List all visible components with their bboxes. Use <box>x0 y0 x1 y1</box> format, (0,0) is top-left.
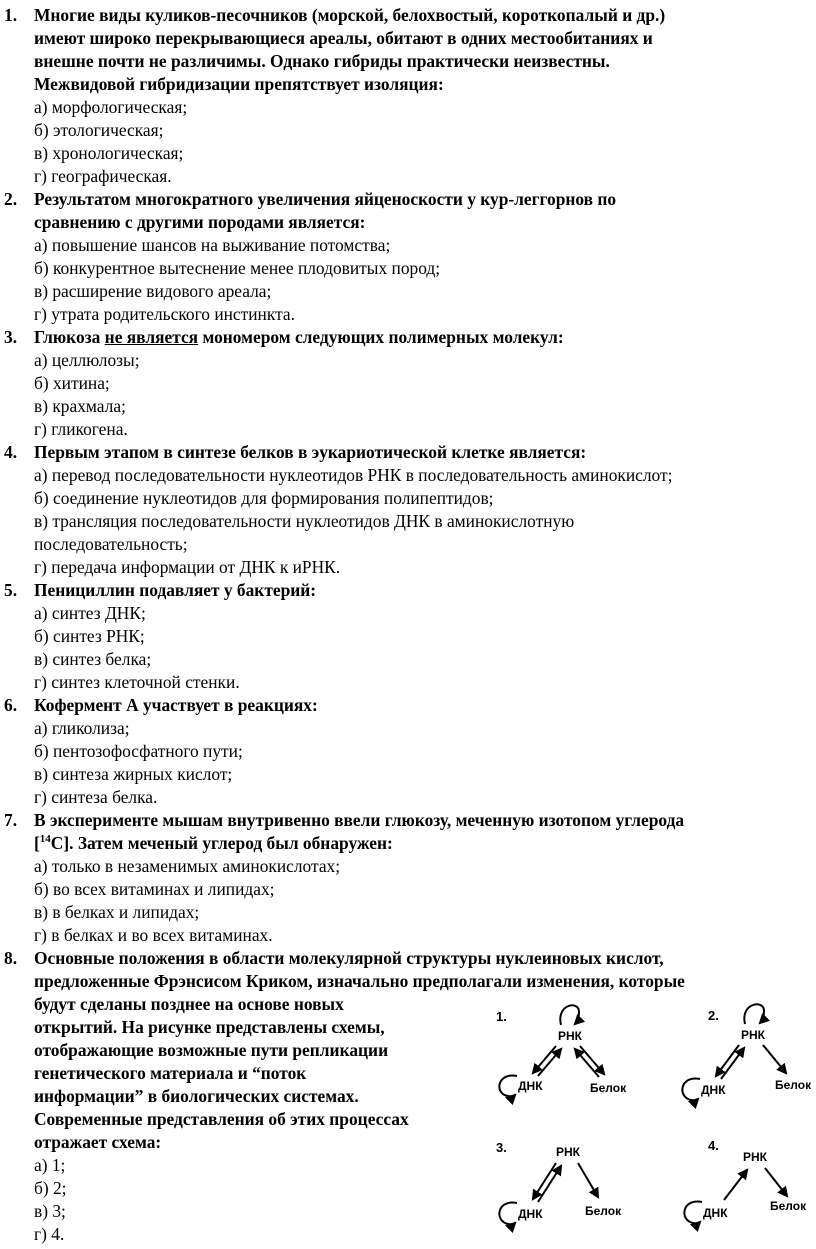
answer-option-continued: последовательность; <box>34 534 188 554</box>
scheme-label: 4. <box>708 1138 719 1153</box>
scheme-label: 3. <box>496 1140 507 1155</box>
question-stem <box>34 326 564 349</box>
answer-option: б) соединение нуклеотидов для формирования полипептидов; <box>34 488 494 508</box>
rna-to-protein-arrow <box>765 1168 787 1196</box>
stem-text: C]. Затем меченый углерод был обнаружен: <box>50 833 393 853</box>
question-stem: имеют широко перекрывающиеся ареалы, обитают в одних местообитаниях и <box>34 28 653 48</box>
answer-option: а) синтез ДНК; <box>34 603 146 623</box>
question-stem: генетического материала и “поток <box>34 1063 307 1083</box>
answer-option: а) целлюлозы; <box>34 350 140 370</box>
answer-option: в) в белках и липидах; <box>34 902 200 922</box>
protein-label: Белок <box>770 1199 807 1213</box>
answer-option: б) этологическая; <box>34 120 164 140</box>
question-stem: отражает схема: <box>34 1132 162 1152</box>
answer-option: а) повышение шансов на выживание потомства; <box>34 235 391 255</box>
answer-option: б) синтез РНК; <box>34 626 145 646</box>
question-number: 1. <box>4 5 18 25</box>
rna-to-protein-arrow <box>578 1163 598 1197</box>
question-stem: открытий. На рисунке представлены схемы, <box>34 1017 385 1037</box>
dna-self-loop-arrow <box>684 1202 702 1224</box>
scheme-1 <box>496 1005 627 1096</box>
dna-label: ДНК <box>518 1207 543 1221</box>
stem-text: Глюкоза <box>34 327 105 347</box>
question-stem: отображающие возможные пути репликации <box>34 1040 389 1060</box>
dna-label: ДНК <box>701 1083 726 1097</box>
answer-option: в) крахмала; <box>34 396 126 416</box>
dna-self-loop-arrow <box>682 1079 700 1101</box>
answer-option: г) синтез клеточной стенки. <box>34 672 240 692</box>
stem-underlined-text: не является <box>104 327 199 347</box>
question-stem: Результатом многократного увеличения яйценоскости у кур-леггорнов по <box>34 189 617 209</box>
question-stem: будут сделаны позднее на основе новых <box>34 994 344 1014</box>
question-number: 6. <box>4 695 18 715</box>
dna-self-loop-arrow <box>499 1203 517 1225</box>
scheme-4 <box>684 1138 807 1223</box>
answer-option: в) хронологическая; <box>34 143 184 163</box>
dna-to-rna-arrow <box>721 1048 744 1079</box>
rna-to-dna-arrow <box>533 1046 556 1073</box>
answer-option: б) хитина; <box>34 373 110 393</box>
answer-option: б) пентозофосфатного пути; <box>34 741 243 761</box>
protein-to-rna-arrow <box>575 1049 599 1077</box>
question-number: 5. <box>4 580 18 600</box>
answer-option: г) утрата родительского инстинкта. <box>34 304 295 324</box>
question-stem: внешне почти не различимы. Однако гибриды практически неизвестны. <box>34 51 610 71</box>
protein-label: Белок <box>775 1078 812 1092</box>
question-stem: Пенициллин подавляет у бактерий: <box>34 580 317 600</box>
rna-label: РНК <box>741 1028 765 1042</box>
question-number: 3. <box>4 327 18 347</box>
answer-option: в) синтез белка; <box>34 649 152 669</box>
answer-option: г) передача информации от ДНК к иРНК. <box>34 557 341 577</box>
answer-option: а) перевод последовательности нуклеотидов РНК в последовательность аминокислот; <box>34 465 673 485</box>
dna-to-rna-arrow <box>538 1166 561 1202</box>
answer-option: г) гликогена. <box>34 419 128 439</box>
rna-to-protein-arrow <box>580 1046 604 1074</box>
question-stem: В эксперименте мышам внутривенно ввели глюкозу, меченную изотопом углерода <box>34 810 685 830</box>
question-stem: предложенные Фрэнсисом Криком, изначально предполагали изменения, которые <box>34 971 685 991</box>
answer-option: в) расширение видового ареала; <box>34 281 272 301</box>
question-number: 8. <box>4 948 18 968</box>
question-stem: Многие виды куликов-песочников (морской, белохвостый, короткопалый и др.) <box>34 5 666 25</box>
protein-label: Белок <box>590 1081 627 1095</box>
scheme-3 <box>496 1140 622 1224</box>
answer-option: а) гликолиза; <box>34 718 130 738</box>
answer-option: б) конкурентное вытеснение менее плодовитых пород; <box>34 258 441 278</box>
answer-option: в) синтеза жирных кислот; <box>34 764 233 784</box>
rna-self-loop-arrow <box>744 1004 764 1024</box>
dna-label: ДНК <box>703 1206 728 1220</box>
question-number: 7. <box>4 810 18 830</box>
scheme-2 <box>682 1004 812 1100</box>
question-stem: Первым этапом в синтезе белков в эукариотической клетке является: <box>34 442 587 462</box>
question-stem: Межвидовой гибридизации препятствует изоляция: <box>34 74 444 94</box>
rna-to-dna-arrow <box>533 1163 556 1199</box>
question-number: 2. <box>4 189 18 209</box>
dna-to-rna-arrow <box>724 1170 747 1200</box>
rna-to-dna-arrow <box>716 1045 739 1076</box>
dna-to-rna-arrow <box>538 1049 561 1076</box>
answer-option: в) трансляция последовательности нуклеотидов ДНК в аминокислотную <box>34 511 575 531</box>
answer-option: г) географическая. <box>34 166 172 186</box>
answer-option: б) во всех витаминах и липидах; <box>34 879 275 899</box>
rna-to-protein-arrow <box>763 1045 786 1073</box>
question-stem: информации” в биологических системах. <box>34 1086 359 1106</box>
question-stem <box>34 832 393 855</box>
answer-option: а) 1; <box>34 1155 66 1175</box>
answer-option: г) в белках и во всех витаминах. <box>34 925 273 945</box>
question-stem: Кофермент А участвует в реакциях: <box>34 695 318 715</box>
scheme-label: 1. <box>496 1009 507 1024</box>
dna-label: ДНК <box>518 1079 543 1093</box>
question-stem: Современные представления об этих процессах <box>34 1109 409 1129</box>
stem-text: мономером следующих полимерных молекул: <box>198 327 564 347</box>
answer-option: а) только в незаменимых аминокислотах; <box>34 856 341 876</box>
stem-text: [ <box>34 833 40 853</box>
scheme-label: 2. <box>708 1008 719 1023</box>
answer-option: в) 3; <box>34 1201 66 1221</box>
answer-option: а) морфологическая; <box>34 97 188 117</box>
question-stem: сравнению с другими породами является: <box>34 212 366 232</box>
question-number: 4. <box>4 442 18 462</box>
answer-option: б) 2; <box>34 1178 67 1198</box>
protein-label: Белок <box>585 1204 622 1218</box>
rna-self-loop-arrow <box>560 1005 579 1025</box>
answer-option: г) 4. <box>34 1224 65 1244</box>
answer-option: г) синтеза белка. <box>34 787 158 807</box>
rna-label: РНК <box>558 1029 582 1043</box>
rna-label: РНК <box>743 1150 767 1164</box>
question-stem: Основные положения в области молекулярной структуры нуклеиновых кислот, <box>34 948 664 968</box>
rna-label: РНК <box>556 1145 580 1159</box>
isotope-superscript: 14 <box>39 833 51 846</box>
dna-self-loop-arrow <box>499 1076 517 1097</box>
